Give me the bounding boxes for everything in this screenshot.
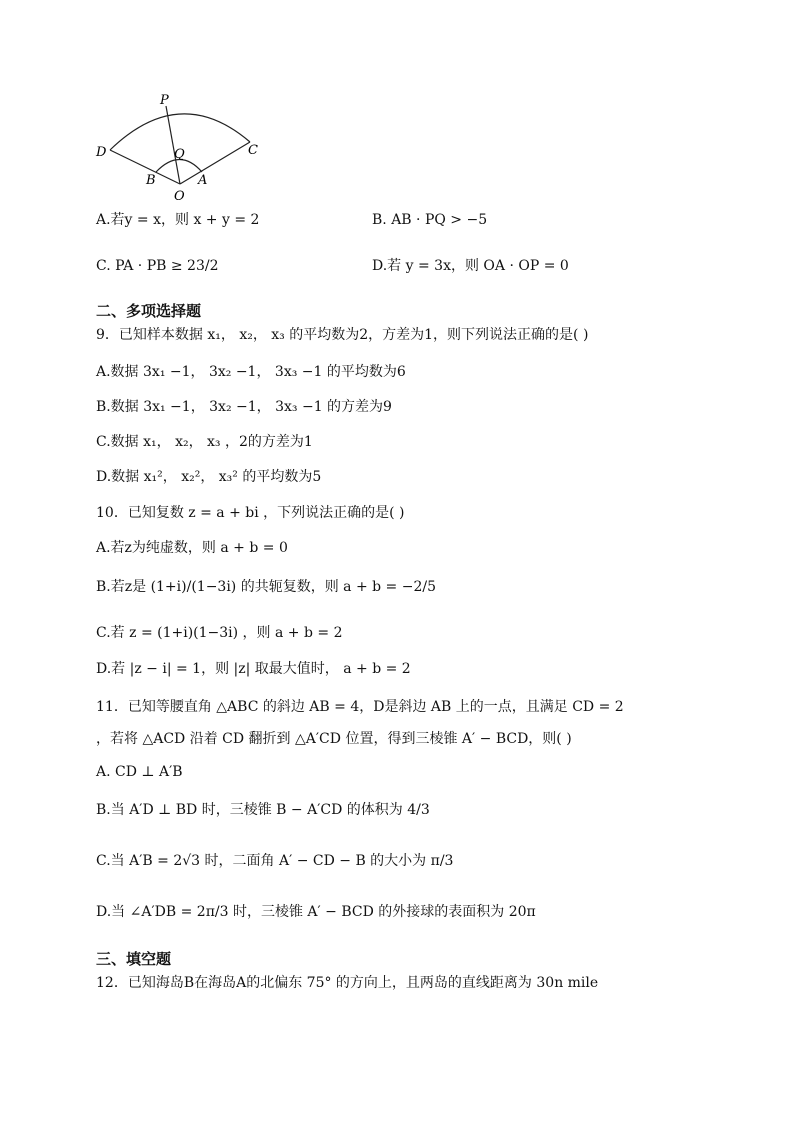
radius-od — [110, 150, 180, 184]
q10-option-c: C.若 z = (1+i)(1−3i) ，则 a + b = 2 — [96, 625, 343, 641]
q10-option-b: B.若z是 (1+i)/(1−3i) 的共轭复数，则 a + b = −2/5 — [96, 579, 436, 595]
q12-stem: 12．已知海岛B在海岛A的北偏东 75° 的方向上，且两岛的直线距离为 30n mile — [96, 975, 599, 991]
q11-stem-line1: 11．已知等腰直角 △ABC 的斜边 AB = 4，D是斜边 AB 上的一点，且满足 CD = 2 — [96, 699, 624, 715]
section-3-heading: 三、填空题 — [96, 950, 172, 968]
label-q: Q — [174, 147, 185, 162]
q9-stem: 9．已知样本数据 x₁， x₂， x₃ 的平均数为2，方差为1，则下列说法正确的是( ) — [96, 327, 589, 343]
q10-option-a: A.若z为纯虚数，则 a + b = 0 — [96, 540, 288, 556]
q11-option-d: D.当 ∠A′DB = 2π/3 时，三棱锥 A′ − BCD 的外接球的表面积为 20π — [96, 904, 536, 920]
label-c: C — [248, 143, 258, 158]
label-p: P — [160, 93, 169, 108]
q11-option-c: C.当 A′B = 2√3 时，二面角 A′ − CD − B 的大小为 π/3 — [96, 853, 454, 869]
q8-option-c: C. PA · PB ≥ 23/2 — [96, 258, 219, 274]
q11-option-a: A. CD ⊥ A′B — [96, 764, 183, 780]
segment-op — [166, 106, 180, 184]
label-o: O — [174, 189, 185, 202]
q8-option-d: D.若 y = 3x，则 OA · OP = 0 — [372, 258, 569, 274]
q11-option-b: B.当 A′D ⊥ BD 时，三棱锥 B − A′CD 的体积为 4/3 — [96, 802, 430, 818]
q9-option-d: D.数据 x₁²， x₂²， x₃² 的平均数为5 — [96, 469, 322, 485]
section-2-heading: 二、多项选择题 — [96, 302, 202, 320]
q9-option-a: A.数据 3x₁ −1， 3x₂ −1， 3x₃ −1 的平均数为6 — [96, 364, 406, 380]
label-d: D — [96, 145, 107, 160]
q10-option-d: D.若 |z − i| = 1，则 |z| 取最大值时， a + b = 2 — [96, 661, 411, 677]
q8-option-a: A.若y = x，则 x + y = 2 — [96, 212, 260, 228]
q11-stem-line2: ，若将 △ACD 沿着 CD 翻折到 △A′CD 位置，得到三棱锥 A′ − BCD，则( ) — [96, 731, 572, 747]
outer-arc — [110, 114, 250, 150]
label-a: A — [198, 173, 208, 188]
q8-option-b: B. AB · PQ > −5 — [372, 212, 488, 228]
q9-option-c: C.数据 x₁， x₂， x₃ ，2的方差为1 — [96, 434, 313, 450]
q10-stem: 10．已知复数 z = a + bi ，下列说法正确的是( ) — [96, 505, 405, 521]
q9-option-b: B.数据 3x₁ −1， 3x₂ −1， 3x₃ −1 的方差为9 — [96, 399, 392, 415]
label-b: B — [146, 173, 156, 188]
sector-figure — [90, 92, 280, 202]
